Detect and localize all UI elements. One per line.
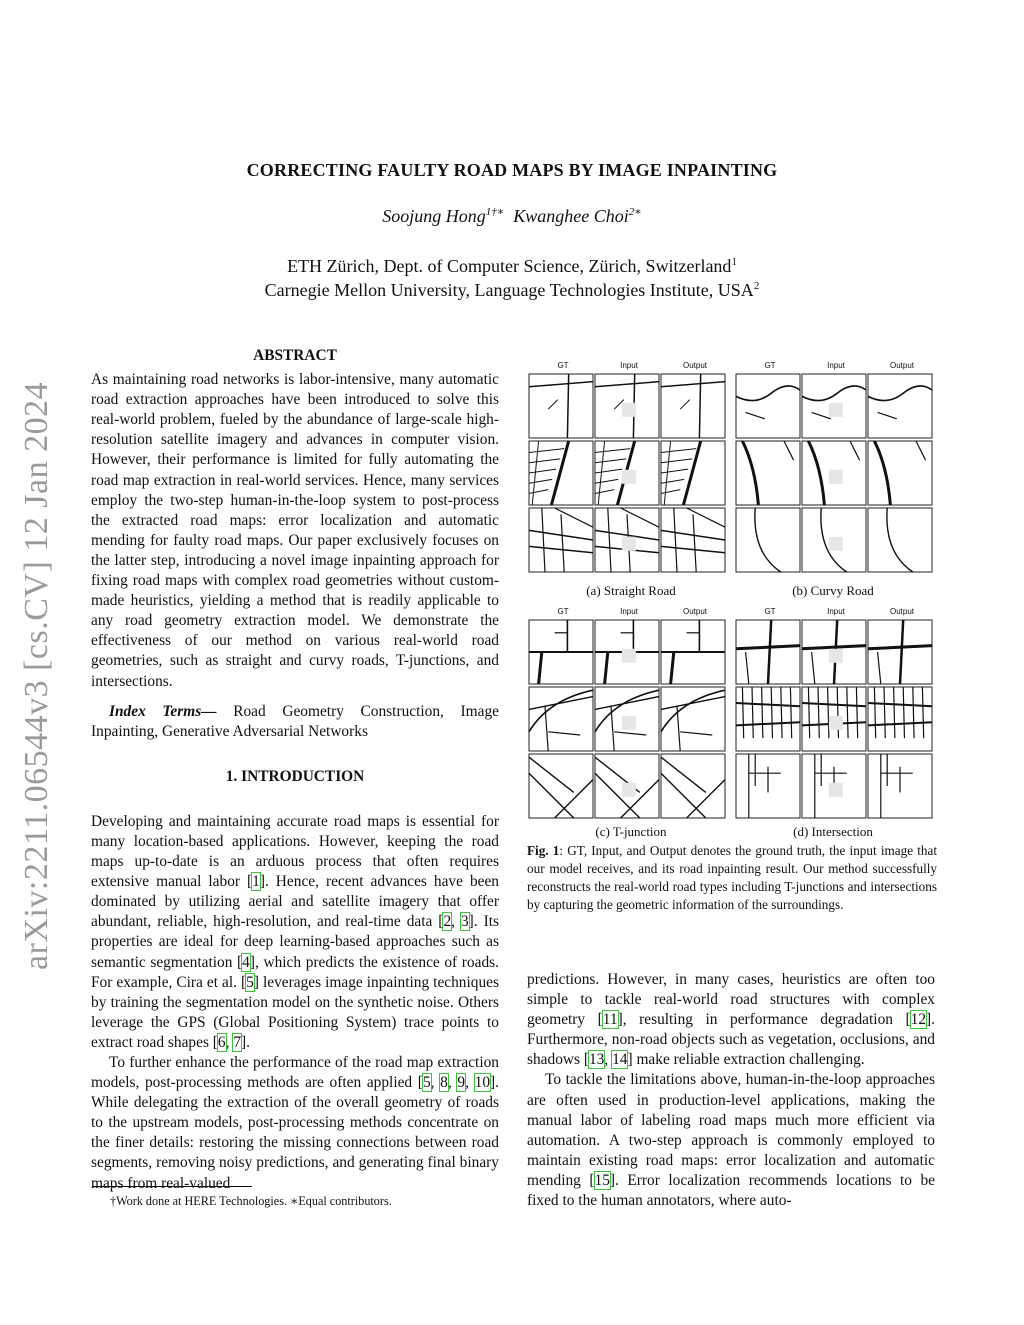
road-map-panel xyxy=(736,374,800,438)
inpaint-mask xyxy=(829,537,843,551)
figure-caption-label: Fig. 1 xyxy=(527,843,560,858)
road-map-panel xyxy=(736,508,800,572)
subcaption-curvy-road: (b) Curvy Road xyxy=(792,583,874,598)
citation-link[interactable]: 6 xyxy=(217,1033,226,1051)
column-label: Output xyxy=(682,361,708,370)
column-label: Input xyxy=(620,361,638,370)
column-label: GT xyxy=(764,361,776,370)
subcaption-t-junction: (c) T-junction xyxy=(595,824,667,839)
footnote-rule xyxy=(92,1186,252,1187)
left-column xyxy=(91,346,499,1194)
column-label: Output xyxy=(682,607,708,616)
inpaint-mask xyxy=(622,649,636,663)
author-line xyxy=(0,205,1024,227)
index-terms xyxy=(91,702,499,742)
citation-link[interactable]: 5 xyxy=(422,1074,431,1092)
inpaint-mask xyxy=(622,783,636,797)
figure-caption xyxy=(527,842,937,914)
inpaint-mask xyxy=(829,649,843,663)
road-map-panel xyxy=(529,754,593,818)
author-name: Soojung Hong xyxy=(382,206,486,226)
citation-link[interactable]: 7 xyxy=(233,1033,242,1051)
citation-link[interactable]: 13 xyxy=(588,1051,605,1069)
author-superscript: 2∗ xyxy=(628,206,642,218)
intro-heading: 1. INTRODUCTION xyxy=(225,767,365,785)
index-terms-text: Road Geometry Construction, Image Inpainting, Generative Adversarial Networks xyxy=(91,702,499,740)
abstract-text: As maintaining road networks is labor-intensive, many automatic road extraction approaches have been introduced to solve this real-world problem, fueled by the abundance of large-scale high-resolution satellite imagery and advances in computer vision. However, their performance is limited for fully automating the road map extraction in real-world services. Hence, many services employ the two-step human-in-the-loop system to post-process the extracted road maps: error localization and automatic mending for faulty road maps. Our paper exclusively focuses on the latter step, introducing a novel image inpainting approach for fixing road maps with complex road geometries without custom-made heuristics, yielding a method that is readily applicable to any road geometry extraction model. We demonstrate the effectiveness of our method on various real-world road geometries, such as straight and curvy roads, T-junctions, and intersections. xyxy=(91,371,499,690)
column-label: GT xyxy=(557,361,569,370)
inpaint-mask xyxy=(829,470,843,484)
intro-paragraph: To further enhance the performance of the road map extraction models, post-processing methods are often applied [5, 8, 9, 10]. While delegating the extraction of the overall geometry of roads to the upstream models, post-processing methods concentrate on the finer details: restoring the missing connections between road segments, removing noisy predictions, and generating final binary maps from real-valued xyxy=(91,1054,500,1192)
road-map-panel xyxy=(868,374,932,438)
subcaption-straight-road: (a) Straight Road xyxy=(586,583,676,598)
abstract-heading: ABSTRACT xyxy=(253,347,337,364)
inpaint-mask xyxy=(829,716,843,730)
citation-link[interactable]: 9 xyxy=(457,1074,466,1092)
affiliation-superscript: 2 xyxy=(753,280,760,292)
column-label: Input xyxy=(620,607,638,616)
affiliation-text: Carnegie Mellon University, Language Technologies Institute, USA xyxy=(264,280,754,300)
column-label: Input xyxy=(827,607,845,616)
citation-link[interactable]: 11 xyxy=(602,1011,618,1029)
citation-link[interactable]: 5 xyxy=(246,973,254,991)
author-name: Kwanghee Choi xyxy=(513,206,629,226)
inpaint-mask xyxy=(622,537,636,551)
inpaint-mask xyxy=(622,403,636,417)
citation-link[interactable]: 3 xyxy=(460,913,469,931)
citation-link[interactable]: 8 xyxy=(440,1074,448,1092)
citation-link[interactable]: 15 xyxy=(594,1171,610,1189)
affiliation-superscript: 1 xyxy=(731,256,737,268)
column-label: GT xyxy=(557,607,569,616)
citation-link[interactable]: 12 xyxy=(910,1011,927,1029)
column-label: Output xyxy=(889,361,915,370)
subcaption-intersection: (d) Intersection xyxy=(793,824,873,839)
paper-title: CORRECTING FAULTY ROAD MAPS BY IMAGE INPAINTING xyxy=(246,160,778,180)
right-column xyxy=(527,970,935,1211)
index-terms-label: Index Terms— xyxy=(109,702,217,720)
intro-paragraph: Developing and maintaining accurate road maps is essential for many location-based applications. However, keeping the road maps up-to-date is an arduous process that often requires extensive manual labor [1]. Hence, recent advances have been dominated by utilizing aerial and satellite imagery that offer abundant, reliable, high-resolution, and real-time data [2, 3]. Its properties are ideal for deep learning-based approaches such as semantic segmentation [4], which predicts the existence of roads. For example, Cira et al. [5] leverages image inpainting techniques by training the segmentation model on the synthetic noise. Others leverage the GPS (Global Positioning System) trace points to extract road shapes [6, 7]. xyxy=(91,812,499,1051)
inpaint-mask xyxy=(829,783,843,797)
citation-link[interactable]: 14 xyxy=(612,1051,628,1069)
road-map-panel xyxy=(868,508,932,572)
figure-caption-text: : GT, Input, and Output denotes the ground truth, the input image that our model receives, and its road inpainting result. Our method successfully reconstructs the real-world road types including T-junctions and intersections by capturing the geometric information of the surroundings. xyxy=(527,843,937,912)
road-map-panel xyxy=(661,754,725,818)
arxiv-identifier: arXiv:2211.06544v3 [cs.CV] 12 Jan 2024 xyxy=(18,381,55,970)
inpaint-mask xyxy=(622,716,636,730)
footnote: †Work done at HERE Technologies. ∗Equal contributors. xyxy=(110,1194,392,1208)
intro-paragraph: predictions. However, in many cases, heuristics are often too simple to tackle real-world road structures with complex geometry [11], resulting in performance degradation [12]. Furthermore, non-road objects such as vegetation, occlusions, and shadows [13, 14] make reliable extraction challenging. xyxy=(527,971,935,1069)
affiliation-2 xyxy=(0,280,1024,301)
author-superscript: 1†∗ xyxy=(485,206,505,218)
citation-link[interactable]: 10 xyxy=(474,1074,491,1092)
affiliation-1 xyxy=(0,256,1024,277)
inpaint-mask xyxy=(622,470,636,484)
column-label: GT xyxy=(764,607,776,616)
affiliation-text: ETH Zürich, Dept. of Computer Science, Zürich, Switzerland xyxy=(287,256,732,276)
inpaint-mask xyxy=(829,403,843,417)
citation-link[interactable]: 4 xyxy=(242,953,250,971)
citation-link[interactable]: 2 xyxy=(443,913,452,931)
intro-paragraph: To tackle the limitations above, human-in-the-loop approaches are often used in production-level applications, making the manual labor of labeling road maps much more efficient via automation. A two-step approach is commonly employed to maintain existing road maps: error localization and automatic mending [15]. Error localization recommends locations to be fixed to the human annotators, where auto- xyxy=(527,1071,935,1210)
column-label: Input xyxy=(827,361,845,370)
column-label: Output xyxy=(889,607,915,616)
citation-link[interactable]: 1 xyxy=(252,873,260,891)
